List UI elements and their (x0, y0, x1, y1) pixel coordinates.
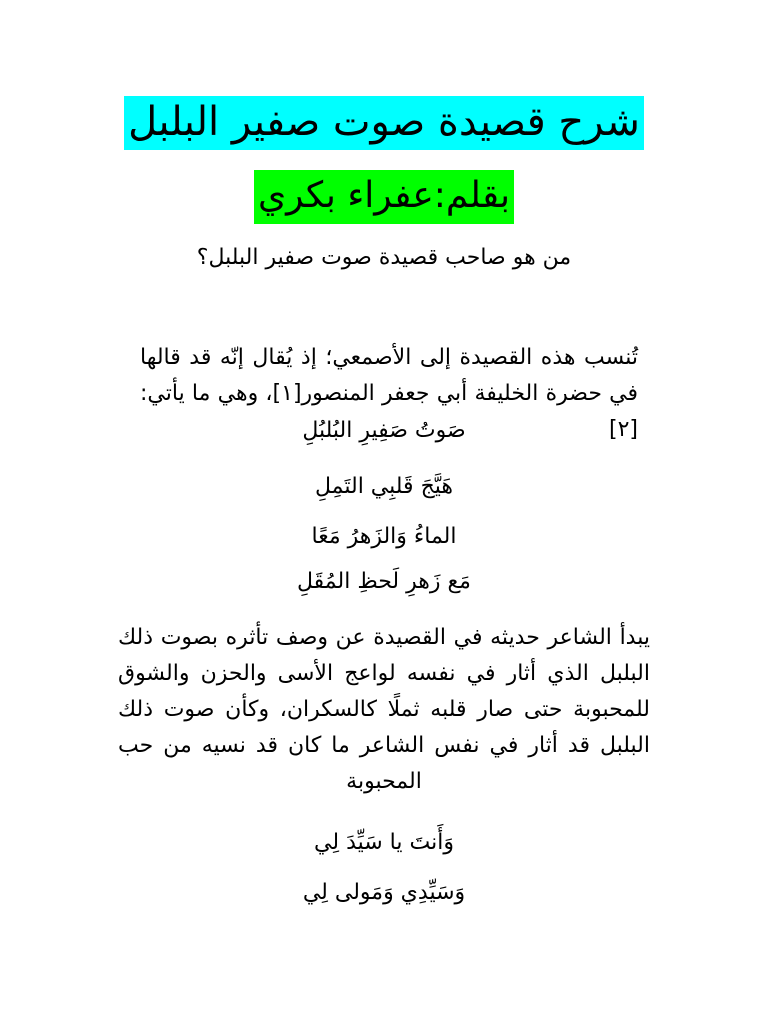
page-title: شرح قصيدة صوت صفير البلبل (124, 96, 644, 150)
explanation-paragraph: يبدأ الشاعر حديثه في القصيدة عن وصف تأثره بصوت ذلك البلبل الذي أثار في نفسه لواعج الأسى والحزن والشوق للمحبوبة حتى صار قلبه ثملًا كالسكران، وكأن صوت ذلك البلبل قد أثار في نفس الشاعر ما كان قد نسيه من حب المحبوبة (118, 625, 650, 794)
verse-line: مَع زَهرِ لَحظِ المُقَلِ (297, 569, 471, 594)
verse-line: وَسَيِّدِي وَمَولى لِي (302, 880, 466, 905)
author-block (0, 170, 768, 224)
intro-paragraph: تُنسب هذه القصيدة إلى الأصمعي؛ إذ يُقال إنّه قد قالها في حضرة الخليفة أبي جعفر المنصور[١]، وهي ما يأتي:[٢] (140, 345, 638, 442)
verse-line: وَأَنتَ يا سَيِّدَ لِي (314, 830, 454, 855)
verse-line: صَوتُ صَفِيرِ البُلبُلِ (302, 418, 466, 443)
verse-line: الماءُ وَالزَهرُ مَعًا (311, 524, 457, 549)
question-heading: من هو صاحب قصيدة صوت صفير البلبل؟ (196, 245, 572, 270)
verse-line: هَيَّجَ قَلبِي التَمِلِ (314, 474, 454, 499)
author-byline: بقلم:عفراء بكري (254, 170, 514, 224)
title-block (0, 96, 768, 150)
